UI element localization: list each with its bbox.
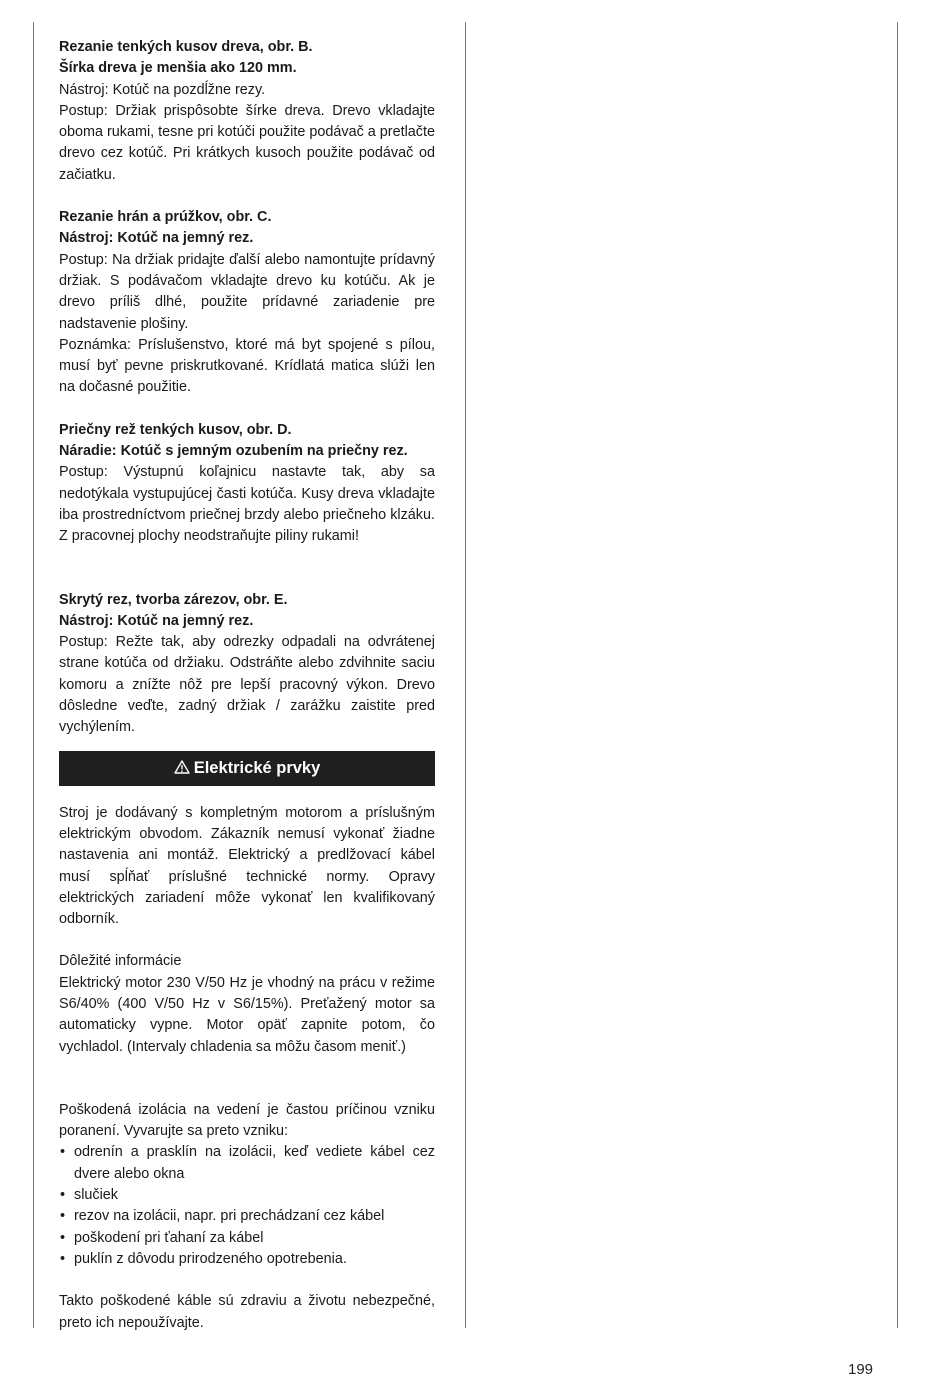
section-e-heading: Skrytý rez, tvorba zárezov, obr. E. <box>59 591 288 608</box>
electrical-section-heading-bar <box>59 751 435 786</box>
important-info-title: Dôležité informácie <box>59 953 182 970</box>
warning-triangle-icon <box>174 760 190 774</box>
list-item: • slučiek <box>59 1185 435 1206</box>
section-b-heading: Rezanie tenkých kusov dreva, obr. B. <box>59 39 313 55</box>
page-number: 199 <box>848 1361 874 1378</box>
left-column <box>59 37 435 1334</box>
cable-warning-closing: Takto poškodené káble sú zdraviu a životu nebezpečné, preto ich nepoužívajte. <box>59 1293 435 1331</box>
electrical-intro: Stroj je dodávaný s kompletným motorom a príslušným elektrickým obvodom. Zákazník nemusí vykonať žiadne nastavenia ani montáž. Elektrický a predlžovací kábel musí spĺňať príslušné technické normy. Opravy elektrických zariadení môže vykonať len kvalifikovaný odborník. <box>59 804 435 928</box>
section-b-body: Postup: Držiak prispôsobte šírke dreva. Drevo vkladajte oboma rukami, tesne pri kotúči použite podávač a pretlačte drevo cez kotúč. Pri krátkych kusoch použite podávač od začiatku. <box>59 102 435 183</box>
right-margin-line <box>897 22 898 1328</box>
section-b-tool: Nástroj: Kotúč na pozdĺžne rezy. <box>59 81 266 98</box>
section-b-subheading: Šírka dreva je menšia ako 120 mm. <box>59 60 297 77</box>
list-item: • rezov na izolácii, napr. pri prechádzaní cez kábel <box>59 1206 435 1227</box>
section-d-subheading: Náradie: Kotúč s jemným ozubením na priečny rez. <box>59 443 408 460</box>
section-e-subheading: Nástroj: Kotúč na jemný rez. <box>59 612 254 629</box>
section-c-subheading: Nástroj: Kotúč na jemný rez. <box>59 230 254 247</box>
section-e-body: Postup: Režte tak, aby odrezky odpadali na odvrátenej strane kotúča od držiaku. Odstráňte alebo zdvihnite saciu komoru a znížte nôž pre lepší pracovný výkon. Drevo dôsledne veďte, zadný držiak / zarážku zaistite pred vychýlením. <box>59 634 435 736</box>
section-b <box>59 37 435 186</box>
list-item: • odrenín a prasklín na izolácii, keď vediete kábel cez dvere alebo okna <box>59 1142 435 1185</box>
list-item: • poškodení pri ťahaní za kábel <box>59 1228 435 1249</box>
important-info-body: Elektrický motor 230 V/50 Hz je vhodný na prácu v režime S6/40% (400 V/50 Hz v S6/15%). Preťažený motor sa automaticky vypne. Motor opäť zapnite potom, čo vychladol. (Intervaly chladenia sa môžu časom meniť.) <box>59 974 435 1055</box>
section-e <box>59 590 435 739</box>
section-c <box>59 207 435 399</box>
list-item: • puklín z dôvodu prirodzeného opotrebenia. <box>59 1249 435 1270</box>
column-divider-line <box>465 22 466 1328</box>
section-c-body: Postup: Na držiak pridajte ďalší alebo namontujte prídavný držiak. S podávačom vkladajte drevo ku kotúču. Ak je drevo príliš dlhé, použite prídavné zariadenie pre nadstavenie plošiny. <box>59 251 435 332</box>
electrical-heading-text: Elektrické prvky <box>193 758 321 777</box>
insulation-damage-list <box>59 1142 435 1270</box>
left-margin-line <box>33 22 34 1328</box>
section-d-body: Postup: Výstupnú koľajnicu nastavte tak, aby sa nedotýkala vystupujúcej časti kotúča. Kusy dreva vkladajte iba prostredníctvom priečnej brzdy alebo priečneho klzáku. Z pracovnej plochy neodstraňujte piliny rukami! <box>59 464 435 545</box>
insulation-intro: Poškodená izolácia na vedení je častou príčinou vzniku poranení. Vyvarujte sa preto vzniku: <box>59 1101 435 1140</box>
section-d <box>59 420 435 548</box>
section-d-heading: Priečny rež tenkých kusov, obr. D. <box>59 421 292 438</box>
section-c-heading: Rezanie hrán a prúžkov, obr. C. <box>59 209 272 226</box>
section-c-note: Poznámka: Príslušenstvo, ktoré má byt spojené s pílou, musí byť pevne priskrutkované. Krídlatá matica slúži len na dočasné použitie. <box>59 336 435 396</box>
